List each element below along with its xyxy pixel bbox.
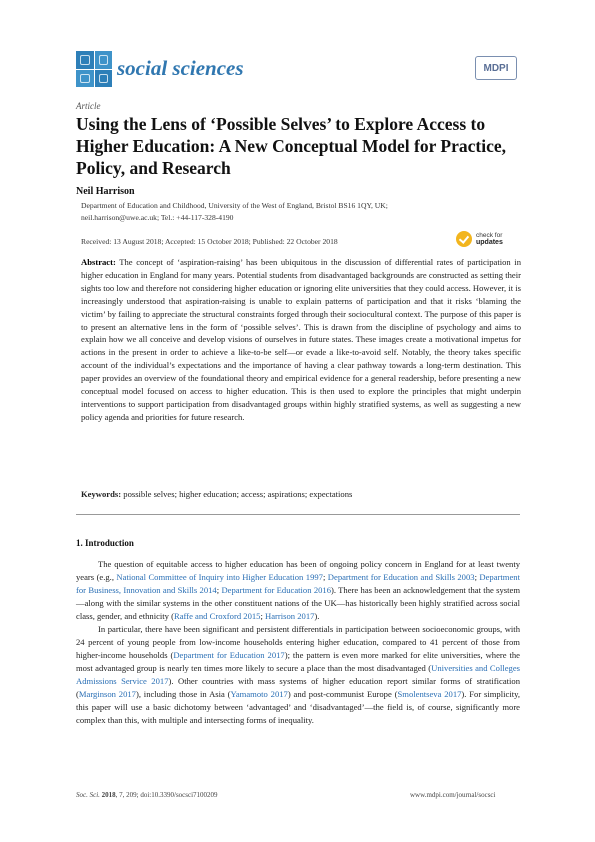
journal-url-link[interactable]: www.mdpi.com/journal/socsci <box>410 791 496 799</box>
paragraph <box>76 623 520 727</box>
citation-link[interactable]: Harrison 2017 <box>265 611 315 621</box>
abstract-label: Abstract: <box>81 257 116 267</box>
citation-link[interactable]: Universities and Colleges Admissions Service 2017 <box>76 663 520 686</box>
journal-abbrev: Soc. Sci. <box>76 791 100 799</box>
check-updates-button[interactable] <box>456 228 526 250</box>
citation-link[interactable]: Marginson 2017 <box>78 689 136 699</box>
text: In particular, there have been significant and persistent differentials in participation between socioeconomic groups, with 24 percent of young people from low-income households entering higher education, compared to 41 percent of those from higher-income households ( <box>76 624 520 660</box>
keywords-text: possible selves; higher education; access; aspirations; expectations <box>123 489 353 499</box>
affiliation <box>81 200 521 224</box>
author-name: Neil Harrison <box>76 186 135 197</box>
text: ). <box>314 611 320 621</box>
text: ; <box>216 585 222 595</box>
text: The question of equitable access to higher education has been of ongoing policy concern in England for at least twenty years (e.g., <box>76 559 520 582</box>
citation-link[interactable]: Yamamoto 2017 <box>230 689 288 699</box>
abstract-text: The concept of ‘aspiration-raising’ has been ubiquitous in the discussion of differential rates of participation in higher education in England for many years. Potential students from disadvantaged backgrounds are constructed as setting their sights too low and therefore not considering higher education or ignoring elite universities that they could access. However, it is increasingly understood that aspiration-raising is unable to explain patterns of participation and that it risks ‘blaming the victim’ by failing to appreciate the structural constraints forged through their sociocultural context. The purpose of this paper is to present an alternative lens in the form of ‘possible selves’. This is drawn from the discipline of psychology and aims to explain how we all conceive and develop visions of ourselves in future states. These images create a motivational impetus for actions in the present in order to achieve a like-to-be self—or evade a like-to-avoid self. Notably, the theory takes specific account of the individual’s expectations and the importance of having a clear pathway towards a long-term destination. This paper provides an overview of the foundational theory and empirical evidence for a general readership, before presenting a new conceptual model focused on access to higher education. This is then used to explore the principles that might underpin interventions to support participation from disadvantaged groups within highly stratified systems, as well as suggesting a new policy agenda and priorities for future research. <box>81 257 521 422</box>
footer-doi: , 7, 209; doi:10.3390/socsci7100209 <box>115 791 218 799</box>
check-updates-line1: check for <box>476 232 503 239</box>
citation-link[interactable]: Department for Education 2017 <box>173 650 285 660</box>
text: ; <box>474 572 480 582</box>
footer-citation <box>76 791 218 799</box>
citation-link[interactable]: Raffe and Croxford 2015 <box>173 611 261 621</box>
text: ). Other countries with mass systems of higher education report similar forms of stratification ( <box>76 676 520 699</box>
affiliation-line: Department of Education and Childhood, University of the West of England, Bristol BS16 1QY, UK; <box>81 201 388 210</box>
text: ). For simplicity, this paper will use a basic dichotomy between ‘advantaged’ and ‘disadvantaged’—the field is, of course, significantly more complex than this, with multiple and intersecting forms of inequality. <box>76 689 520 725</box>
mdpi-logo: MDPI <box>475 56 517 80</box>
text: ; <box>260 611 266 621</box>
text: ); the pattern is even more marked for elite universities, where the most advantaged group is nearly ten times more likely to secure a place than the most disadvantaged ( <box>76 650 520 673</box>
text: ), including those in Asia ( <box>135 689 231 699</box>
introduction-body <box>76 558 520 727</box>
citation-link[interactable]: National Committee of Inquiry into Higher Education 1997 <box>116 572 323 582</box>
keywords <box>81 489 521 499</box>
text: ; <box>322 572 328 582</box>
citation-link[interactable]: Department for Education 2016 <box>221 585 332 595</box>
journal-name: social sciences <box>117 56 244 80</box>
footer-year: 2018 <box>101 791 116 799</box>
paper-title: Using the Lens of ‘Possible Selves’ to Explore Access to Higher Education: A New Conceptual Model for Practice, Policy, and Research <box>76 114 506 178</box>
affiliation-contact[interactable]: neil.harrison@uwe.ac.uk; Tel.: +44-117-328-4190 <box>81 213 234 222</box>
text: ). There has been an acknowledgement that the system—along with the similar systems in the other constituent nations of the UK—has historically been highly stratified across social class, gender, and ethnicity ( <box>76 585 520 621</box>
abstract <box>81 256 521 424</box>
citation-link[interactable]: Smolentseva 2017 <box>397 689 462 699</box>
publication-dates: Received: 13 August 2018; Accepted: 15 October 2018; Published: 22 October 2018 <box>81 237 338 246</box>
text: ) and post-communist Europe ( <box>287 689 398 699</box>
check-updates-line2: updates <box>476 239 503 246</box>
section-divider <box>76 514 520 515</box>
check-updates-label <box>476 232 503 246</box>
keywords-label: Keywords: <box>81 489 122 499</box>
journal-logo-icon <box>76 51 112 87</box>
citation-link[interactable]: Department for Education and Skills 2003 <box>327 572 475 582</box>
paragraph <box>76 558 520 623</box>
section-heading: 1. Introduction <box>76 538 134 548</box>
citation-link[interactable]: Department for Business, Innovation and Skills 2014 <box>76 572 520 595</box>
check-updates-icon <box>456 231 472 247</box>
article-type: Article <box>76 101 101 111</box>
